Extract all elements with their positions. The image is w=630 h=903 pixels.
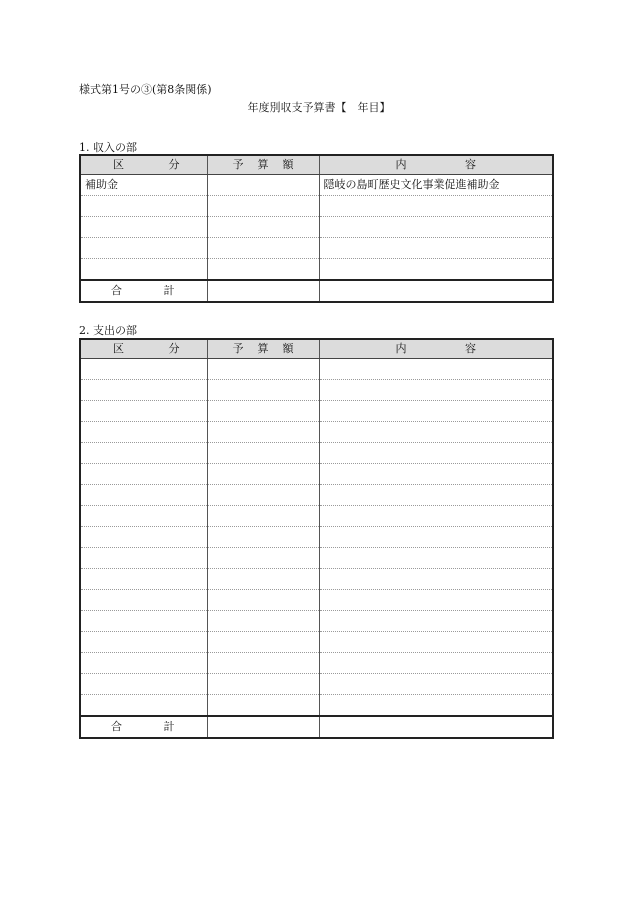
content-cell[interactable]: [319, 443, 553, 464]
content-cell[interactable]: [319, 359, 553, 380]
total-budget-cell[interactable]: [207, 280, 319, 302]
budget-cell[interactable]: [207, 217, 319, 238]
content-cell[interactable]: [319, 259, 553, 281]
document-title: 年度別収支予算書【 年目】: [247, 101, 391, 114]
table-row: [80, 485, 553, 506]
category-cell[interactable]: [80, 217, 207, 238]
header-char: 分: [168, 342, 180, 355]
category-cell[interactable]: [80, 380, 207, 401]
table-row: [80, 217, 553, 238]
table-row: [80, 590, 553, 611]
header-char: 容: [465, 342, 476, 355]
content-cell[interactable]: [319, 590, 553, 611]
header-char: 区: [113, 158, 124, 171]
header-char: 容: [465, 158, 476, 171]
header-char: 内: [395, 342, 407, 355]
category-cell[interactable]: [80, 443, 207, 464]
budget-cell[interactable]: [207, 259, 319, 281]
content-cell[interactable]: [319, 506, 553, 527]
total-label: [80, 716, 207, 738]
table-row: [80, 674, 553, 695]
expenditure-header-row: [80, 339, 553, 359]
budget-cell[interactable]: [207, 611, 319, 632]
total-label-char: 合: [111, 284, 122, 297]
category-column-header: [80, 155, 207, 175]
total-budget-cell[interactable]: [207, 716, 319, 738]
budget-cell[interactable]: [207, 506, 319, 527]
budget-cell[interactable]: [207, 422, 319, 443]
budget-cell[interactable]: [207, 380, 319, 401]
total-label-char: 合: [111, 720, 122, 733]
category-cell[interactable]: [80, 674, 207, 695]
content-column-header: [319, 339, 553, 359]
table-row: [80, 443, 553, 464]
budget-cell[interactable]: [207, 590, 319, 611]
table-row: [80, 422, 553, 443]
table-row: [80, 175, 553, 196]
category-cell[interactable]: [80, 464, 207, 485]
budget-cell[interactable]: [207, 359, 319, 380]
budget-column-header: [207, 339, 319, 359]
content-cell[interactable]: [319, 611, 553, 632]
category-cell[interactable]: [80, 632, 207, 653]
content-column-header: [319, 155, 553, 175]
content-cell[interactable]: [319, 653, 553, 674]
content-cell[interactable]: [319, 569, 553, 590]
table-row: [80, 259, 553, 281]
expenditure-section-heading: 2. 支出の部: [79, 324, 137, 337]
budget-cell[interactable]: [207, 674, 319, 695]
category-cell[interactable]: [80, 653, 207, 674]
category-cell[interactable]: [80, 695, 207, 717]
income-table: [79, 154, 554, 303]
total-label: [80, 280, 207, 302]
budget-cell[interactable]: [207, 569, 319, 590]
category-cell[interactable]: 補助金: [80, 175, 207, 196]
header-char: 額: [282, 158, 294, 171]
budget-column-header: [207, 155, 319, 175]
budget-cell[interactable]: [207, 443, 319, 464]
expenditure-table: [79, 338, 554, 739]
total-content-cell[interactable]: [319, 716, 553, 738]
content-cell[interactable]: [319, 401, 553, 422]
table-row: [80, 653, 553, 674]
category-cell[interactable]: [80, 527, 207, 548]
content-cell[interactable]: [319, 695, 553, 717]
total-label-char: 計: [163, 720, 175, 733]
table-row: [80, 464, 553, 485]
table-row: [80, 380, 553, 401]
category-cell[interactable]: [80, 359, 207, 380]
header-char: 内: [395, 158, 407, 171]
category-cell[interactable]: [80, 569, 207, 590]
table-row: [80, 506, 553, 527]
category-cell[interactable]: [80, 196, 207, 217]
budget-cell[interactable]: [207, 632, 319, 653]
content-cell[interactable]: [319, 217, 553, 238]
category-column-header: [80, 339, 207, 359]
budget-cell[interactable]: [207, 401, 319, 422]
table-row: [80, 695, 553, 717]
budget-cell[interactable]: [207, 695, 319, 717]
table-row: [80, 401, 553, 422]
category-cell[interactable]: [80, 401, 207, 422]
content-cell[interactable]: [319, 632, 553, 653]
table-row: [80, 359, 553, 380]
budget-cell[interactable]: [207, 238, 319, 259]
budget-cell[interactable]: [207, 653, 319, 674]
header-char: 額: [282, 342, 294, 355]
content-cell[interactable]: [319, 548, 553, 569]
header-char: 算: [257, 158, 269, 171]
category-cell[interactable]: [80, 422, 207, 443]
content-cell[interactable]: [319, 380, 553, 401]
table-row: [80, 527, 553, 548]
content-cell[interactable]: [319, 422, 553, 443]
header-char: 予: [232, 158, 244, 171]
content-cell[interactable]: 隠岐の島町歴史文化事業促進補助金: [319, 175, 553, 196]
form-number: 様式第1号の③(第8条関係): [79, 83, 212, 96]
table-row: [80, 611, 553, 632]
budget-cell[interactable]: [207, 485, 319, 506]
table-row: [80, 548, 553, 569]
category-cell[interactable]: [80, 506, 207, 527]
header-char: 算: [257, 342, 269, 355]
content-cell[interactable]: [319, 238, 553, 259]
content-cell[interactable]: [319, 485, 553, 506]
header-char: 予: [232, 342, 244, 355]
table-row: [80, 196, 553, 217]
income-section-heading: 1. 収入の部: [79, 141, 137, 154]
content-cell[interactable]: [319, 196, 553, 217]
category-cell[interactable]: [80, 485, 207, 506]
budget-cell[interactable]: [207, 548, 319, 569]
total-label-char: 計: [163, 284, 175, 297]
content-cell[interactable]: [319, 464, 553, 485]
content-cell[interactable]: [319, 527, 553, 548]
content-cell[interactable]: [319, 674, 553, 695]
category-cell[interactable]: [80, 259, 207, 281]
category-cell[interactable]: [80, 548, 207, 569]
total-content-cell[interactable]: [319, 280, 553, 302]
income-header-row: [80, 155, 553, 175]
total-row: [80, 280, 553, 302]
table-row: [80, 632, 553, 653]
header-char: 区: [113, 342, 124, 355]
budget-cell[interactable]: [207, 464, 319, 485]
budget-cell[interactable]: [207, 196, 319, 217]
category-cell[interactable]: [80, 590, 207, 611]
total-row: [80, 716, 553, 738]
category-cell[interactable]: [80, 611, 207, 632]
header-char: 分: [168, 158, 180, 171]
budget-cell[interactable]: [207, 527, 319, 548]
table-row: [80, 238, 553, 259]
table-row: [80, 569, 553, 590]
category-cell[interactable]: [80, 238, 207, 259]
budget-cell[interactable]: [207, 175, 319, 196]
